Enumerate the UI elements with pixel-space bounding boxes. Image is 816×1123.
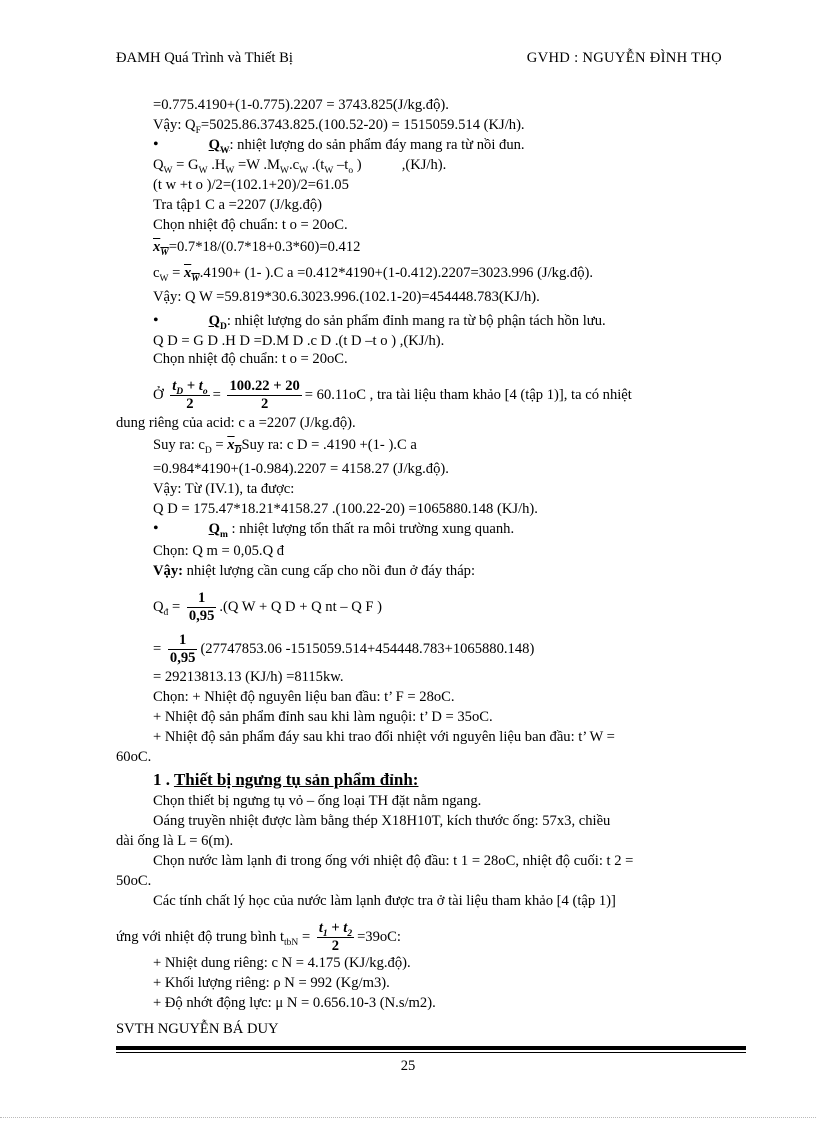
text-line: Oáng truyền nhiệt được làm bằng thép X18H10T, kích thước ống: 57x3, chiều [153,813,611,829]
text-line: Q D = G D .H D =D.M D .c D .(t D –t o ) ,(KJ/h). [153,333,445,349]
text-line: • $Q_m$ : nhiệt lượng tổn thất ra môi trường xung quanh. [153,520,515,540]
text-line: Vậy: $Q_F=5025.86.3743.825.(100.52-20) = 1515059.514$ (KJ/h). [153,117,525,136]
text-line: Chọn nước làm lạnh đi trong ống với nhiệt độ đầu: t 1 = 28oC, nhiệt độ cuối: t 2 = [153,853,634,869]
text-line: (t w +t o )/2=(102.1+20)/2=61.05 [153,177,349,193]
text-line: Vậy: Q W =59.819*30.6.3023.996.(102.1-20)=454448.783(KJ/h). [153,289,540,305]
header-left: ĐAMH Quá Trình và Thiết Bị [116,50,293,66]
text-line: + Khối lượng riêng: ρ N = 992 (Kg/m3). [153,975,390,991]
text-line: • $Q_W$: nhiệt lượng do sản phẩm đáy mang ra từ nồi đun. [153,136,525,156]
text-line: $Q_W = G_W$ $.H_W =W$ $.M_W.c_W$ $.(t_W$ $-t_o$ ) ,(KJ/h). [153,157,447,176]
text-line: = $\frac{1}{0,95}$ (27747853.06 -1515059.514+454448.783+1065880.148) [153,632,535,666]
text-line: $c_W = x_W.4190+ (1-$ ).C a =0.412*4190+(1-0.412).2207=3023.996 (J/kg.độ). [153,265,594,284]
footer-author: SVTH NGUYỄN BÁ DUY [116,1021,279,1037]
text-line: $x_W=0.7*18/(0.7*18+0.3*60)=0.412$ [153,239,361,258]
text-line: Q D = 175.47*18.21*4158.27 .(100.22-20) =1065880.148 (KJ/h). [153,501,538,517]
text-line: Chọn: Q m = 0,05.Q đ [153,543,285,559]
page-number: 25 [400,1058,416,1074]
text-line: dài ống là L = 6(m). [116,833,234,849]
text-line: Ở $\frac{t_D + t_o}{2}$ = $\frac{100.22 + 20}{2}$ = 60.11oC , tra tài liệu tham khảo [4 (tập 1)], ta có nhiệt [153,378,632,412]
text-line: Suy ra: $c_D = x_DSuy$ ra: c D = .4190 +(1- ).C a [153,437,417,456]
text-line: =0.775.4190+(1-0.775).2207 = 3743.825(J/kg.độ). [153,97,449,113]
header-right: GVHD : NGUYỄN ĐÌNH THỌ [526,50,722,66]
text-line: Tra tập1 C a =2207 (J/kg.độ) [153,197,323,213]
text-line: Chọn nhiệt độ chuẩn: t o = 20oC. [153,217,348,233]
footer-rule [116,1046,746,1050]
text-line: 50oC. [116,873,152,889]
page-header [116,50,722,70]
text-line: = 29213813.13 (KJ/h) =8115kw. [153,669,344,685]
text-line: 60oC. [116,749,152,765]
text-line: $Q_đ$ = $\frac{1}{0,95}$ .(Q W + Q D + Q nt – Q F ) [153,590,383,624]
text-line: + Nhiệt độ sản phẩm đỉnh sau khi làm nguội: t’ D = 35oC. [153,709,493,725]
text-line: ứng với nhiệt độ trung bình $t_{tbN}$ = $\frac{t_1 + t_2}{2}$ =39oC: [116,920,401,954]
text-line: • $Q_D$: nhiệt lượng do sản phẩm đỉnh mang ra từ bộ phận tách hồn lưu. [153,312,606,332]
text-line: Chọn: + Nhiệt độ nguyên liệu ban đầu: t’ F = 28oC. [153,689,455,705]
text-line: Vậy: nhiệt lượng cần cung cấp cho nồi đun ở đáy tháp: [153,563,476,579]
text-line: Chọn thiết bị ngưng tụ vỏ – ống loại TH đặt nằm ngang. [153,793,482,809]
text-line: Các tính chất lý học của nước làm lạnh được tra ở tài liệu tham khảo [4 (tập 1)] [153,893,616,909]
text-line: + Nhiệt dung riêng: c N = 4.175 (KJ/kg.độ). [153,955,411,971]
footer-rule-thin [116,1052,746,1053]
text-line: Chọn nhiệt độ chuẩn: t o = 20oC. [153,351,348,367]
text-line: dung riêng của acid: c a =2207 (J/kg.độ). [116,415,356,431]
text-line: + Nhiệt độ sản phẩm đáy sau khi trao đổi nhiệt với nguyên liệu ban đầu: t’ W = [153,729,615,745]
text-line: + Độ nhớt động lực: μ N = 0.656.10-3 (N.s/m2). [153,995,436,1011]
text-line: Vậy: Từ (IV.1), ta được: [153,481,295,497]
page-edge [0,1117,816,1118]
text-line: =0.984*4190+(1-0.984).2207 = 4158.27 (J/kg.độ). [153,461,449,477]
section-heading: 1 . Thiết bị ngưng tụ sản phẩm đỉnh: [153,770,419,789]
